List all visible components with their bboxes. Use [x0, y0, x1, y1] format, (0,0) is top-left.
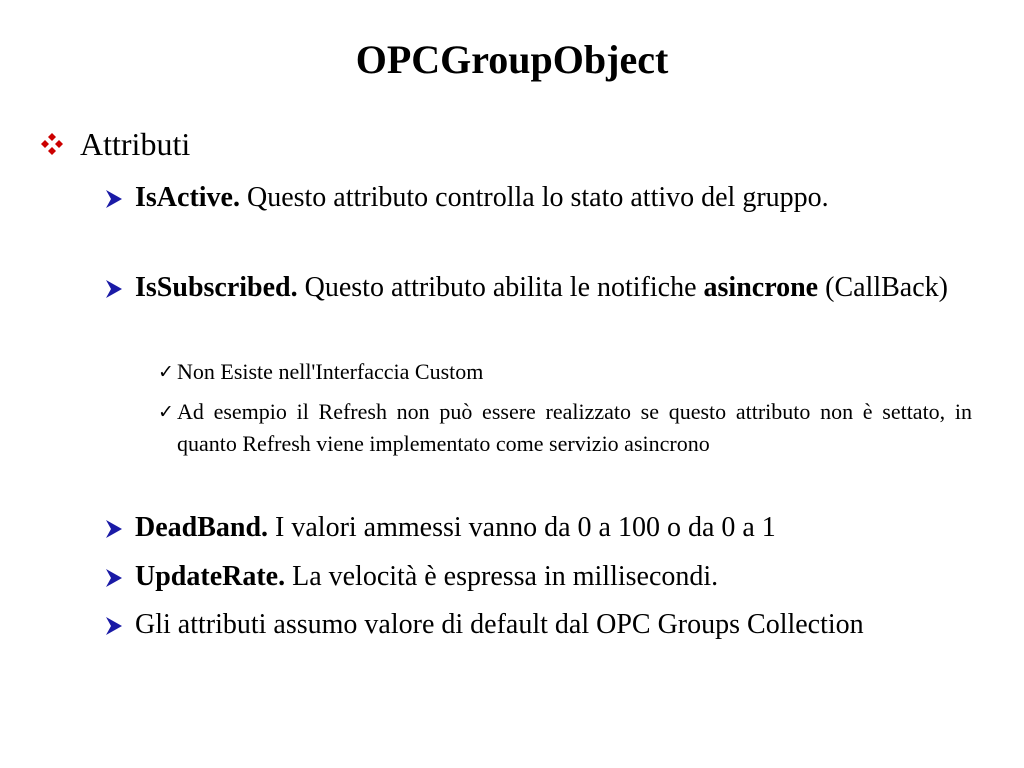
item-deadband-name: DeadBand.: [135, 512, 269, 543]
arrow-bullet-icon: [104, 616, 124, 636]
item-defaults: [104, 605, 972, 645]
item-issubscribed-desc: Questo attributo abilita le notifiche: [297, 272, 704, 303]
item-deadband-desc: I valori ammessi vanno da 0 a 100 o da 0 a 1: [268, 512, 776, 543]
diamond-cluster-icon: [40, 132, 64, 156]
item-deadband: [104, 508, 972, 548]
item-defaults-text: Gli attributi assumo valore di default dal OPC Groups Collection: [135, 609, 864, 640]
item-deadband-text: [135, 508, 972, 548]
item-isactive: [104, 178, 972, 218]
subitem-refresh-example: [158, 396, 972, 460]
item-updaterate-desc: La velocità è espressa in millisecondi.: [285, 561, 719, 592]
item-issubscribed-name: IsSubscribed.: [135, 272, 298, 303]
item-updaterate-name: UpdateRate.: [135, 561, 286, 592]
check-icon: ✓: [158, 401, 174, 423]
arrow-bullet-icon: [104, 519, 124, 539]
slide-title: OPCGroupObject: [355, 37, 669, 82]
item-issubscribed-desc-after: (CallBack): [818, 272, 948, 303]
arrow-bullet-icon: [104, 568, 124, 588]
item-issubscribed-bold-word: asincrone: [703, 272, 819, 303]
item-updaterate: [104, 557, 972, 597]
subitem-refresh-example-text: Ad esempio il Refresh non può essere realizzato se questo attributo non è settato, in quanto Refresh viene implementato come servizio asincrono: [177, 399, 972, 456]
item-isactive-desc: Questo attributo controlla lo stato attivo del gruppo.: [239, 182, 829, 213]
bullet-attributi-label: Attributi: [80, 126, 191, 162]
arrow-bullet-icon: [104, 189, 124, 209]
item-issubscribed-text: [135, 268, 972, 308]
arrow-bullet-icon: [104, 279, 124, 299]
item-isactive-name: IsActive.: [135, 182, 240, 213]
bullet-attributi: [40, 124, 190, 164]
item-issubscribed: [104, 268, 972, 308]
item-isactive-text: [135, 178, 972, 218]
subitem-custom-interface-text: Non Esiste nell'Interfaccia Custom: [177, 359, 484, 384]
item-updaterate-text: [135, 557, 972, 597]
subitem-custom-interface: [158, 356, 972, 388]
check-icon: ✓: [158, 361, 174, 383]
